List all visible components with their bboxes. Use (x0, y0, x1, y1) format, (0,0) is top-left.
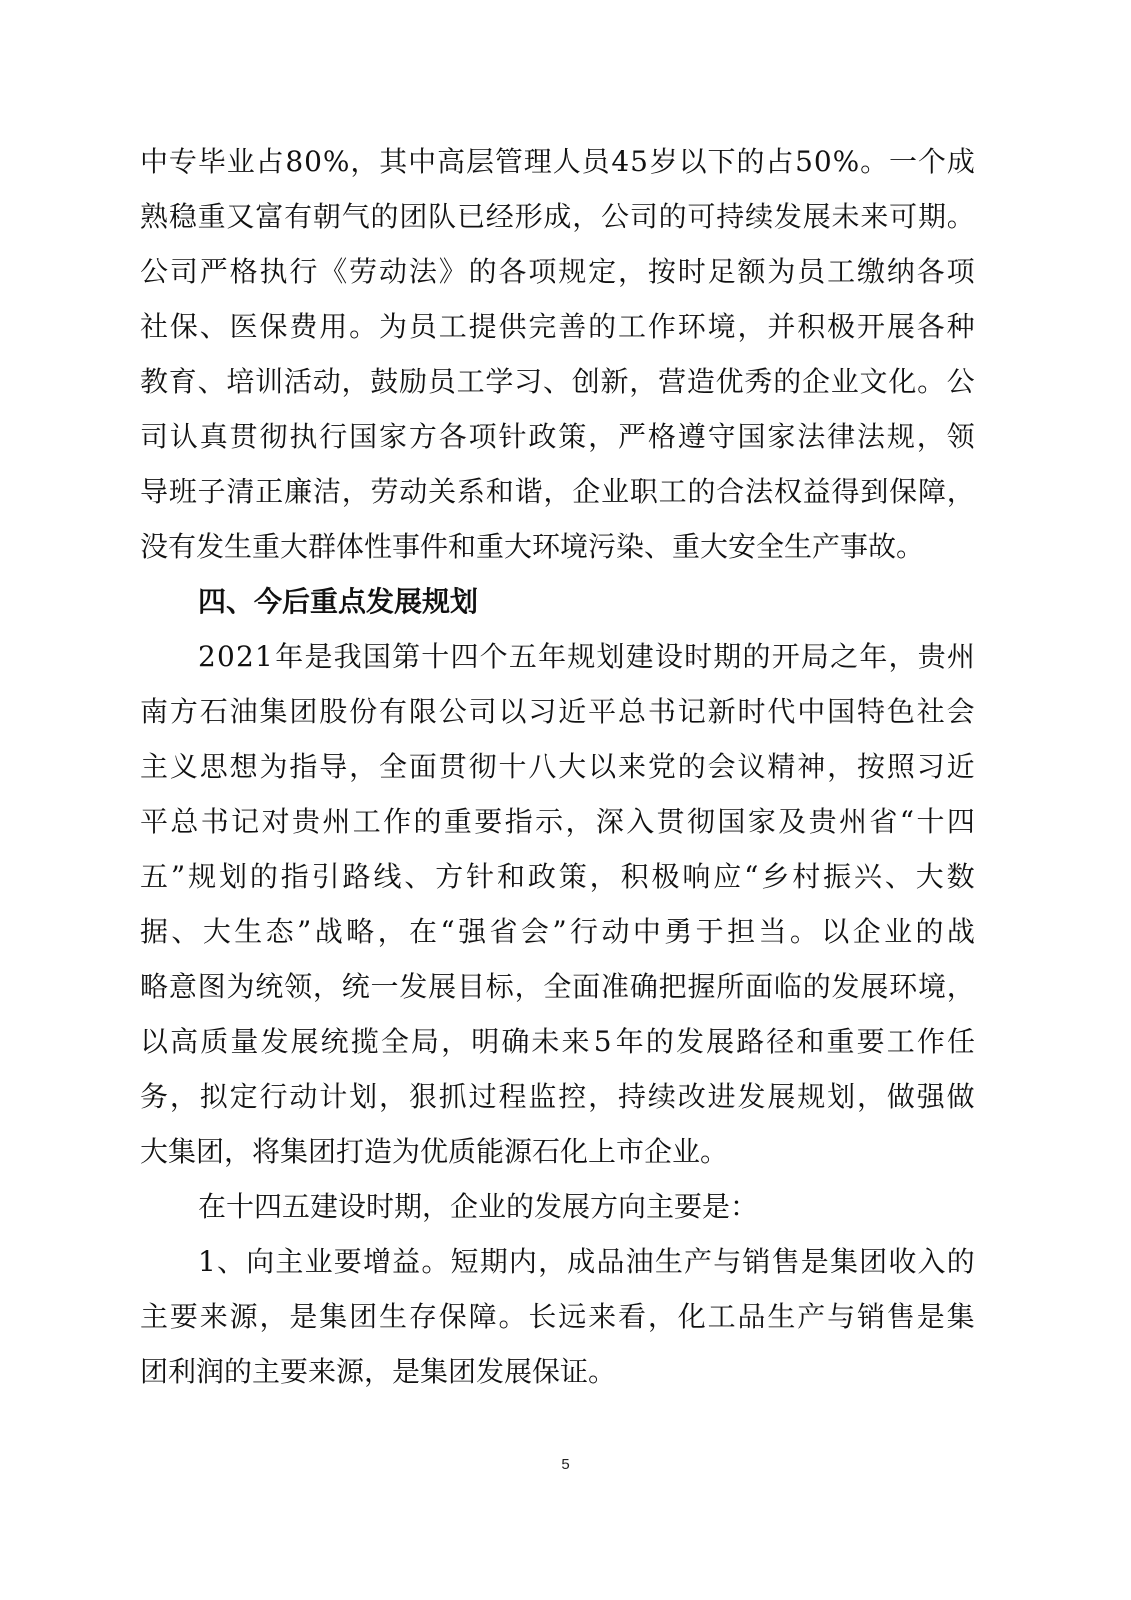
body-line: 在十四五建设时期，企业的发展方向主要是： (198, 1190, 759, 1223)
body-line: 没有发生重大群体性事件和重大环境污染、重大安全生产事故。 (140, 530, 925, 563)
body-line: 司 认 真 贯 彻 执 行 国 家 方 各 项 针 政 策 ， 严 格 遵 守 国 家 法 律 法 规 ， 领 (140, 420, 975, 453)
body-line: 教 育 、 培 训 活 动 ， 鼓 励 员 工 学 习 、 创 新 ， 营 造 优 秀 的 企 业 文 化 。 公 (140, 365, 975, 398)
body-line: 略 意 图 为 统 领 ， 统 一 发 展 目 标 ， 全 面 准 确 把 握 所 面 临 的 发 展 环 境 ， (140, 970, 975, 1003)
body-line: 社 保 、 医 保 费 用 。 为 员 工 提 供 完 善 的 工 作 环 境 ， 并 积 极 开 展 各 种 (140, 310, 975, 343)
body-line: 导 班 子 清 正 廉 洁 ， 劳 动 关 系 和 谐 ， 企 业 职 工 的 合 法 权 益 得 到 保 障 ， (140, 475, 975, 508)
body-line: 熟 稳 重 又 富 有 朝 气 的 团 队 已 经 形 成 ， 公 司 的 可 持 续 发 展 未 来 可 期 。 (140, 200, 975, 233)
body-line: 公 司 严 格 执 行 《 劳 动 法 》 的 各 项 规 定 ， 按 时 足 额 为 员 工 缴 纳 各 项 (140, 255, 975, 288)
document-body (140, 134, 975, 1399)
body-line: 大集团，将集团打造为优质能源石化上市企业。 (140, 1135, 729, 1168)
body-line: 务 ， 拟 定 行 动 计 划 ， 狠 抓 过 程 监 控 ， 持 续 改 进 发 展 规 划 ， 做 强 做 (140, 1080, 975, 1113)
body-line: 五 ” 规 划 的 指 引 路 线 、 方 针 和 政 策 ， 积 极 响 应 “ 乡 村 振 兴 、 大 数 (140, 860, 975, 893)
body-line: 中 专 毕 业 占 8 0 % ， 其 中 高 层 管 理 人 员 4 5 岁 以 下 的 占 5 0 % 。 一 个 成 (140, 145, 975, 178)
page-number: 5 (561, 1456, 570, 1473)
body-line: 以 高 质 量 发 展 统 揽 全 局 ， 明 确 未 来 5 年 的 发 展 路 径 和 重 要 工 作 任 (140, 1025, 975, 1058)
body-line: 据 、 大 生 态 ” 战 略 ， 在 “ 强 省 会 ” 行 动 中 勇 于 担 当 。 以 企 业 的 战 (140, 915, 975, 948)
body-line: 1 、 向 主 业 要 增 益 。 短 期 内 ， 成 品 油 生 产 与 销 售 是 集 团 收 入 的 (198, 1245, 975, 1278)
section-heading: 四、今后重点发展规划 (198, 585, 479, 618)
body-line: 2 0 2 1 年 是 我 国 第 十 四 个 五 年 规 划 建 设 时 期 的 开 局 之 年 ， 贵 州 (198, 640, 975, 673)
body-line: 平 总 书 记 对 贵 州 工 作 的 重 要 指 示 ， 深 入 贯 彻 国 家 及 贵 州 省 “ 十 四 (140, 805, 975, 838)
body-line: 主 要 来 源 ， 是 集 团 生 存 保 障 。 长 远 来 看 ， 化 工 品 生 产 与 销 售 是 集 (140, 1300, 975, 1333)
body-line: 主 义 思 想 为 指 导 ， 全 面 贯 彻 十 八 大 以 来 党 的 会 议 精 神 ， 按 照 习 近 (140, 750, 975, 783)
body-line: 团利润的主要来源，是集团发展保证。 (140, 1355, 617, 1388)
body-line: 南 方 石 油 集 团 股 份 有 限 公 司 以 习 近 平 总 书 记 新 时 代 中 国 特 色 社 会 (140, 695, 975, 728)
